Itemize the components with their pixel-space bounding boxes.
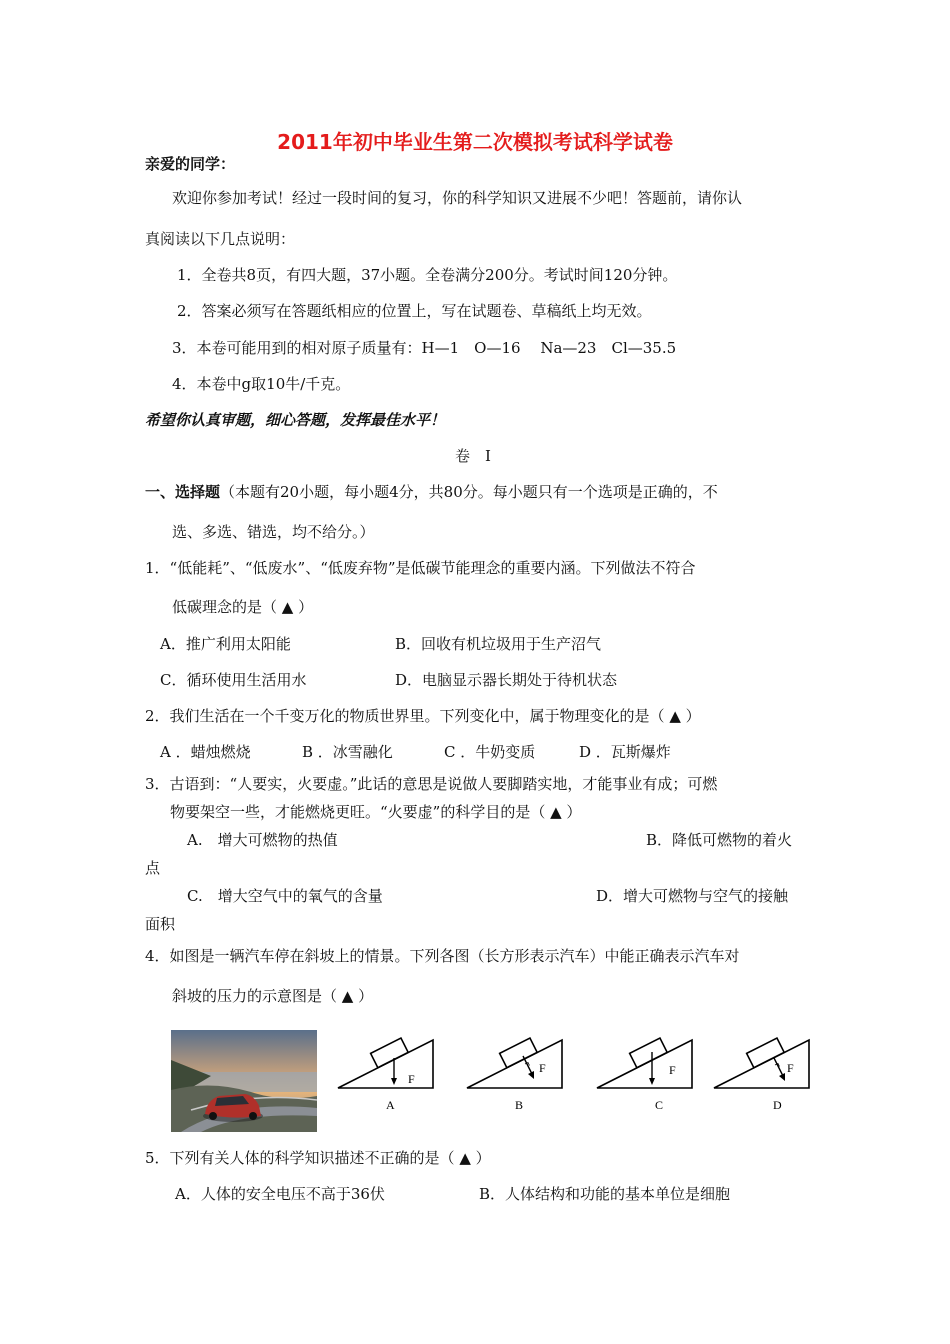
section-1-desc: （本题有20小题，每小题4分，共80分。每小题只有一个选项是正确的，不: [220, 483, 718, 501]
q2-option-d: D ．瓦斯爆炸: [579, 743, 671, 761]
q4-stem-cont: 斜坡的压力的示意图是（ ▲ ）: [172, 987, 374, 1005]
note-1: 1．全卷共8页，有四大题，37小题。全卷满分200分。考试时间120分钟。: [177, 266, 678, 284]
note-2: 2．答案必须写在答题纸相应的位置上，写在试题卷、草稿纸上均无效。: [177, 302, 652, 320]
q3-option-b: B．降低可燃物的着火: [646, 831, 793, 849]
q3-option-a: A. 增大可燃物的热值: [187, 831, 338, 849]
q4-diagram-c: [597, 1038, 697, 1118]
greeting: 亲爱的同学：: [145, 155, 236, 173]
q5-option-a: A．人体的安全电压不高于36伏: [175, 1185, 385, 1203]
q4-diagram-b: [467, 1038, 567, 1118]
note-3: 3．本卷可能用到的相对原子质量有：H—1 O—16 Na—23 Cl—35.5: [172, 339, 677, 357]
q2-option-a: A ．蜡烛燃烧: [160, 743, 251, 761]
q4-stem: 4．如图是一辆汽车停在斜坡上的情景。下列各图（长方形表示汽车）中能正确表示汽车对: [145, 947, 740, 965]
exam-title: 2011年初中毕业生第二次模拟考试科学试卷: [277, 130, 673, 154]
car-on-slope-photo: [171, 1030, 317, 1132]
diagram-label-c: C: [655, 1098, 664, 1112]
q1-stem-cont: 低碳理念的是（ ▲ ）: [172, 598, 314, 616]
car-box-d: [747, 1038, 785, 1068]
q1-option-c: C．循环使用生活用水: [160, 671, 307, 689]
q1-option-d: D．电脑显示器长期处于待机状态: [395, 671, 618, 689]
q3-option-d-cont: 面积: [145, 915, 176, 933]
car-box-c: [630, 1038, 668, 1068]
force-label-b: F: [539, 1061, 546, 1075]
diagram-label-d: D: [773, 1098, 782, 1112]
section-1-title: 一、选择题: [145, 483, 221, 501]
q1-option-a: A．推广利用太阳能: [160, 635, 291, 653]
diagram-label-b: B: [515, 1098, 524, 1112]
section-1-heading: [145, 482, 718, 502]
force-label-a: F: [408, 1072, 415, 1086]
q2-option-c: C ．牛奶变质: [444, 743, 536, 761]
q1-stem: 1．“低能耗”、“低废水”、“低废弃物”是低碳节能理念的重要内涵。下列做法不符合: [145, 559, 696, 577]
q5-stem: 5．下列有关人体的科学知识描述不正确的是（ ▲ ）: [145, 1149, 491, 1167]
q3-option-d: D．增大可燃物与空气的接触: [596, 887, 789, 905]
q4-diagram-d: [714, 1038, 814, 1118]
q3-stem: 3．古语到：“人要实，火要虚。”此话的意思是说做人要脚踏实地，才能事业有成；可燃: [145, 775, 718, 793]
diagram-label-a: A: [386, 1098, 395, 1112]
force-label-c: F: [669, 1063, 676, 1077]
q3-stem-cont: 物要架空一些，才能燃烧更旺。“火要虚”的科学目的是（ ▲ ）: [170, 803, 582, 821]
q4-diagram-a: [338, 1038, 438, 1118]
car-box-a: [371, 1038, 409, 1068]
encouragement: 希望你认真审题，细心答题，发挥最佳水平！: [145, 411, 446, 429]
volume-heading: 卷 I: [455, 447, 491, 465]
q2-option-b: B ．冰雪融化: [302, 743, 393, 761]
section-1-desc-cont: 选、多选、错选，均不给分。）: [172, 523, 375, 541]
car-box-b: [500, 1038, 538, 1068]
intro-line-1: 欢迎你参加考试！经过一段时间的复习，你的科学知识又进展不少吧！答题前，请你认: [172, 189, 743, 207]
q3-option-c: C. 增大空气中的氧气的含量: [187, 887, 383, 905]
q2-stem: 2．我们生活在一个千变万化的物质世界里。下列变化中，属于物理变化的是（ ▲ ）: [145, 707, 701, 725]
q3-option-b-cont: 点: [145, 859, 161, 877]
q1-option-b: B．回收有机垃圾用于生产沼气: [395, 635, 602, 653]
intro-line-2: 真阅读以下几点说明：: [145, 230, 296, 248]
note-4: 4．本卷中g取10牛/千克。: [172, 375, 351, 393]
force-label-d: F: [787, 1061, 794, 1075]
q5-option-b: B．人体结构和功能的基本单位是细胞: [479, 1185, 731, 1203]
